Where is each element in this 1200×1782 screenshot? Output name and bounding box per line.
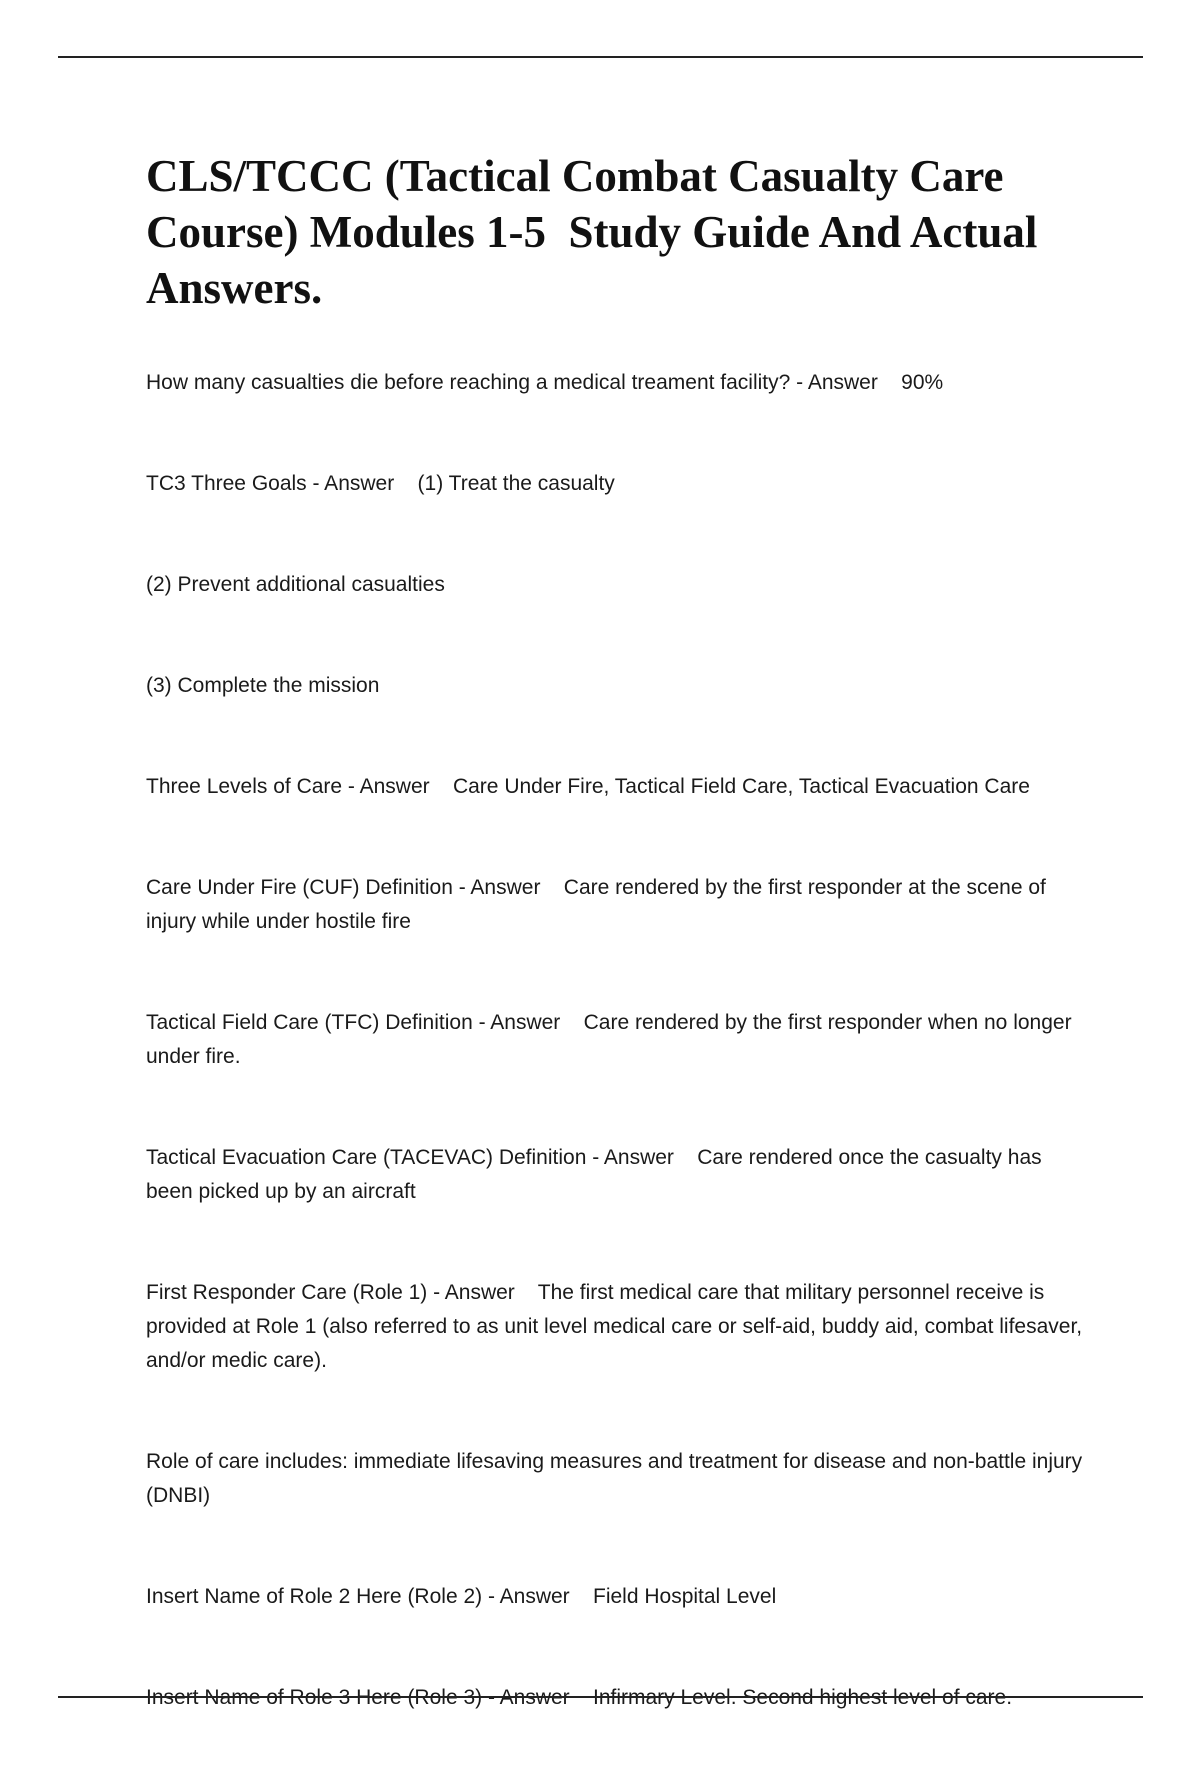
qa-entry: Tactical Evacuation Care (TACEVAC) Definition - Answer Care rendered once the casualty has been picked up by an aircraft [146,1146,1048,1203]
qa-entry: Role of care includes: immediate lifesaving measures and treatment for disease and non-battle injury (DNBI) [146,1450,1089,1507]
top-divider [58,56,1143,58]
qa-entry: Insert Name of Role 3 Here (Role 3) - Answer Infirmary Level. Second highest level of care. [146,1686,1013,1709]
qa-entry: TC3 Three Goals - Answer (1) Treat the casualty [146,472,615,495]
qa-entry: Three Levels of Care - Answer Care Under Fire, Tactical Field Care, Tactical Evacuation Care [146,775,1030,798]
qa-entry: First Responder Care (Role 1) - Answer The first medical care that military personnel receive is provided at Role 1 (also referred to as unit level medical care or self-aid, buddy aid, combat lifesaver, and/or medic care). [146,1281,1088,1372]
qa-entry: (2) Prevent additional casualties [146,573,445,596]
qa-entry: (3) Complete the mission [146,674,380,697]
qa-entry: Tactical Field Care (TFC) Definition - Answer Care rendered by the first responder when no longer under fire. [146,1011,1078,1068]
document-title: CLS/TCCC (Tactical Combat Casualty Care Course) Modules 1-5 Study Guide And Actual Answers. [146,151,1058,313]
document-body [146,148,1089,1782]
bottom-divider [58,1696,1143,1698]
qa-entry: How many casualties die before reaching a medical treament facility? - Answer 90% [146,371,944,394]
qa-entry: Insert Name of Role 2 Here (Role 2) - Answer Field Hospital Level [146,1585,777,1608]
qa-entry: Care Under Fire (CUF) Definition - Answer Care rendered by the first responder at the scene of injury while under hostile fire [146,876,1052,933]
